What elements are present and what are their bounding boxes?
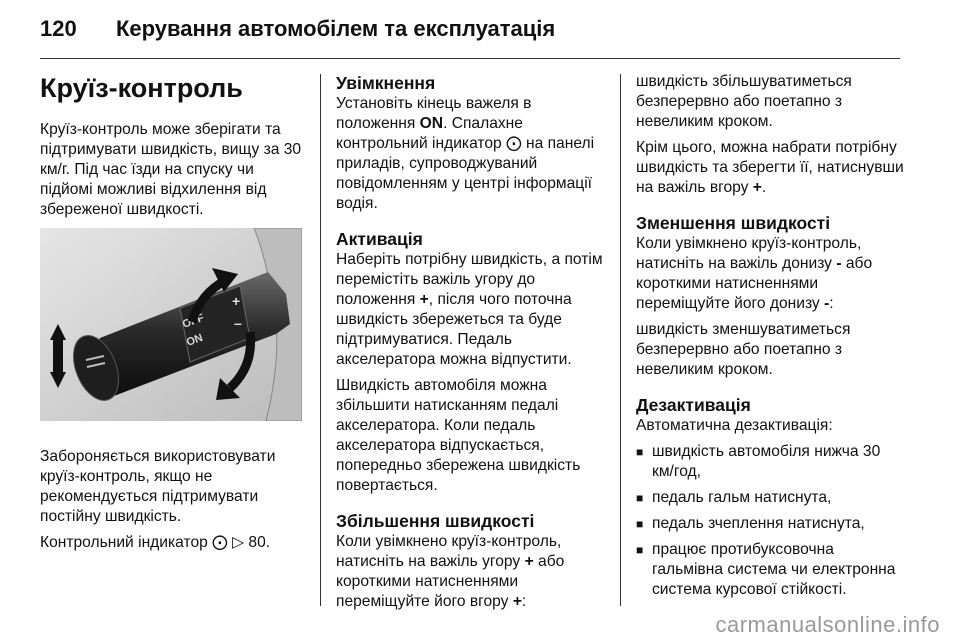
deactivation-intro: Автоматична дезактивація: <box>636 417 833 434</box>
list-item: ■ працює протибуксовочна гальмівна система чи електронна система курсової стійкості. <box>636 540 906 600</box>
set-speed-paragraph: Крім цього, можна набрати потрібну швидкість та зберегти її, натиснувши на важіль вгору +. <box>636 139 904 196</box>
page-number: 120 <box>40 16 77 41</box>
lever-off-label: OFF <box>180 312 206 331</box>
column-3 <box>636 72 906 604</box>
increase-heading: Збільшення швидкості <box>336 511 535 531</box>
page-ref-arrow-icon: ▷ <box>232 534 245 551</box>
column-1 <box>40 72 310 559</box>
section-title: Круїз-контроль <box>40 73 243 103</box>
increase-paragraph: Коли увімкнено круїз-контроль, натисніть на важіль угору + або короткими натисненнями переміщуйте його вгору +: <box>336 533 565 610</box>
deactivation-list <box>636 442 906 600</box>
decrease-continuation: швидкість зменшуватиметься безперервно або поетапно з невеликим кроком. <box>636 321 851 378</box>
column-2 <box>336 72 606 618</box>
lever-minus-label: – <box>234 315 242 331</box>
on-paragraph: Установіть кінець важеля в положення ON. Спалахне контрольний індикатор ⨀ на панелі приладів, супроводжуваний повідомленням у центрі інформації водія. <box>336 95 595 212</box>
cruise-indicator-icon: ⨀ <box>212 534 228 551</box>
page-header <box>40 10 920 56</box>
indicator-reference: Контрольний індикатор ⨀ ▷ 80. <box>40 534 271 551</box>
cruise-indicator-icon: ⨀ <box>506 135 522 152</box>
list-item: ■ педаль гальм натиснута, <box>636 488 906 508</box>
list-item: ■ швидкість автомобіля нижча 30 км/год, <box>636 442 906 482</box>
watermark: carmanualsonline.info <box>715 612 940 637</box>
decrease-heading: Зменшення швидкості <box>636 213 831 233</box>
intro-paragraph: Круїз-контроль може зберігати та підтримувати швидкість, вищу за 30 км/г. Під час їзди на спуску чи підйомі можливі відхилення від збереженої швидкості. <box>40 121 302 218</box>
on-heading: Увімкнення <box>336 73 436 93</box>
column-divider-1 <box>320 74 321 606</box>
lever-plus-label: + <box>232 293 241 309</box>
header-rule <box>40 58 900 59</box>
decrease-paragraph: Коли увімкнено круїз-контроль, натисніть на важіль донизу - або короткими натисненнями переміщуйте його донизу -: <box>636 235 873 312</box>
running-title: Керування автомобілем та експлуатація <box>116 16 556 41</box>
activation-paragraph-2: Швидкість автомобіля можна збільшити натисканням педалі акселератора. Коли педаль акселератора відпускається, попередньо збережена швидкість повертається. <box>336 377 581 494</box>
activation-paragraph: Наберіть потрібну швидкість, а потім перемістіть важіль угору до положення +, після чого поточна швидкість збережеться та буде підтримуватися. Педаль акселератора можна відпустити. <box>336 251 603 368</box>
lever-on-label: ON <box>184 331 205 349</box>
cruise-control-lever-figure <box>40 228 302 421</box>
activation-heading: Активація <box>336 229 423 249</box>
increase-continuation: швидкість збільшуватиметься безперервно або поетапно з невеликим кроком. <box>636 73 852 130</box>
deactivation-heading: Дезактивація <box>636 395 751 415</box>
warning-paragraph: Забороняється використовувати круїз-контроль, якщо не рекомендується підтримувати постійну швидкість. <box>40 448 276 525</box>
column-divider-2 <box>620 74 621 606</box>
list-item: ■ педаль зчеплення натиснута, <box>636 514 906 534</box>
